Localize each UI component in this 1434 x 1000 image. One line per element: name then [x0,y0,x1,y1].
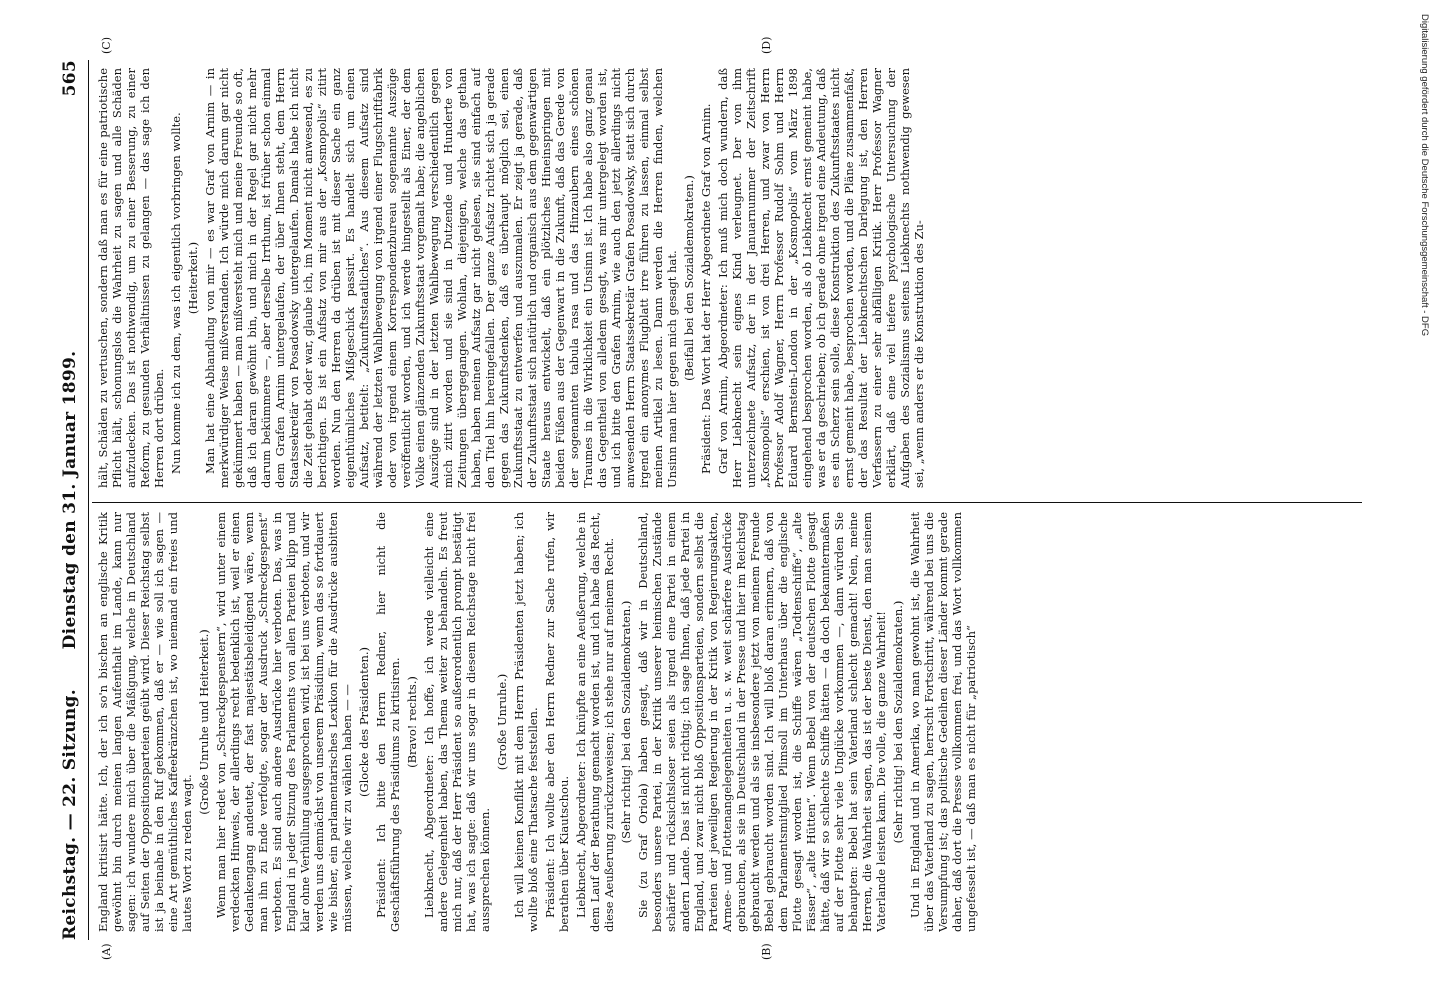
watermark-text: Digitalisierung gefördert durch die Deutsche Forschungsgemeinschaft - DFG [1419,14,1430,337]
stage-direction: (Bravo! rechts.) [405,676,419,768]
paragraph: hält, Schäden zu vertuschen, sondern daß man es für eine patriotische Pflicht hält, schonungslos die Wahrheit zu sagen und alle Schäden aufzudecken. Das ist nothwendig, um zu einer Besserung, zu einer Reform, zu gesunden Verhältnissen zu gelangen — das sage ich den Herren dort drüben. [96,68,166,488]
header-date: Dienstag den 31. Januar 1899. [60,350,80,650]
margin-marker-a: (A) [100,943,113,960]
paragraph: Liebknecht, Abgeordneter: Ich knüpfte an eine Aeußerung, welche in dem Lauf der Berathung gemacht worden ist, und ich habe das Recht, diese Aeußerung zurückzuweisen; ich stehe nur auf meinem Recht. [574,512,616,932]
right-column [96,68,1356,488]
page-number: 565 [60,60,80,97]
paragraph: England kritisirt hätte. Ich, der ich so'n bischen an englische Kritik gewöhnt bin durch meinen langen Aufenthalt im Lande, kann nur sagen: ich wundere mich über die Mäßigung, welche in Deutschland auf Seiten der Oppositionsparteien geübt wird. Dieser Reichstag selbst ist ja beinahe in den Ruf gekommen, daß er — wie soll ich sagen — eine Art gemüthliches Kaffeekränzchen ist, wo niemand ein freies und lautes Wort zu reden wagt. [96,512,194,932]
paragraph: Sie (zu Graf Oriola) haben gesagt, daß wir in Deutschland, besonders unsere Partei, in der Kritik unserer heimischen Zustände schärfer und rücksichtsloser seien als irgend eine Partei in einem andern Lande. Das ist nicht richtig; ich sage Ihnen, daß jede Partei in England, und zwar nicht bloß Oppositionsparteien, sondern selbst die Parteien der jeweiligen Regierung in der Kritik von Regierungsakten, Armee- und Flottenangelegenheiten u. s. w. weit schärfere Ausdrücke gebrauchen, als sie in Deutschland in der Presse und hier im Reichstag gebraucht werden und als sie insbesondere jetzt von meinem Freunde Bebel gebraucht worden sind. Ich will bloß daran erinnern, daß von dem Parlamentsmitglied Plimsoll im Unterhaus über die englische Flotte gesagt worden ist, die Schiffe wären „Todtenschiffe“, „alte Fässer“, „alte Hütten“. Wenn Bebel von der deutschen Flotte gesagt hätte, daß wir so schlechte Schiffe hätten — da doch bekanntermaßen auf der Flotte sehr viele Unglücke vorkommen —, dann würden Sie behaupten: Bebel hat sein Vaterland schlecht gemacht! Nein, meine Herren, die Wahrheit sagen, das ist der beste Dienst, den man seinem Vaterlande leisten kann. Die volle, die ganze Wahrheit! [636,512,888,932]
stage-direction: (Große Unruhe und Heiterkeit.) [197,629,211,815]
header-rule [88,60,89,940]
paragraph: Graf von Arnim, Abgeordneter: Ich muß mich doch wundern, daß Herr Liebknecht sein eignes Kind verleugnet. Der von ihm unterzeichnete Aufsatz, der in der Januarnummer der Zeitschrift „Kosmopolis“ erschien, ist von drei Herren, und zwar von Herrn Professor Adolf Wagner, Herrn Professor Rudolf Sohm und Herrn Eduard Bernstein-London in der „Kosmopolis“ vom März 1898 eingehend besprochen worden, als ob Liebknecht ernst gemeint habe, was er da geschrieben; ob ich gerade ohne irgend eine Andeutung, daß es ein Scherz sein solle, diese Konstruktion des Zukunftsstaates nicht ernst gemeint habe, besprochen worden, und die Pläne zusammenfaßt, der das Resultat der Liebknechtschen Darlegung ist, den Herren Verfassern zu einer sehr abfälligen Kritik. Herr Professor Wagner erklärt, daß eine viel tiefere psychologische Untersuchung der Aufgaben des Sozialismus seitens Liebknechts nothwendig gewesen sei, „wenn anders er die Konstruktion des Zu- [716,68,926,488]
margin-marker-c: (C) [100,37,113,54]
dfg-watermark [1414,14,1430,994]
paragraph: Und in England und in Amerika, wo man gewohnt ist, die Wahrheit über das Vaterland zu sagen, herrscht Fortschritt, während bei uns die Versumpfung ist; das politische Gedeihen dieser Länder kommt gerade daher, daß dort die Presse vollkommen frei, und das Wort vollkommen ungefesselt ist, — daß man es nicht für „patriotisch“ [908,512,978,932]
stage-direction: (Heiterkeit.) [186,241,200,315]
paragraph: Präsident: Ich bitte den Herrn Redner, hier nicht die Geschäftsführung des Präsidiums zu kritisiren. [374,512,402,932]
paragraph: Wenn man hier redet von „Schreckgespenstern“, wird unter einem verdeckten Hinweis, der allerdings recht bedenklich ist, weil er einen Gedankengang andeutet, der fast majestätsbeleidigend wäre, wenn man ihn zu Ende verfolgte, sogar der Ausdruck „Schreckgespenst“ verboten. Es sind auch andere Ausdrücke hier verboten. Das, was in England in jeder Sitzung des Parlaments von allen Parteien klipp und klar ohne Verhüllung ausgesprochen wird, ist bei uns verboten, und wir werden uns demnächst von unserem Präsidium, wenn das so fortdauert wie bisher, ein parlamentarisches Lexikon für die Ausdrücke ausbitten müssen, welche wir zu wählen haben — — [214,512,354,932]
left-column [96,512,1356,932]
column-divider [92,502,1362,503]
stage-direction: (Sehr richtig! bei den Sozialdemokraten.) [619,600,633,844]
paragraph: Präsident: Das Wort hat der Herr Abgeordnete Graf von Arnim. [699,103,713,474]
header-title: Reichstag. — 22. Sitzung. [60,689,80,940]
paragraph: Präsident: Ich wollte aber den Herrn Redner zur Sache rufen, wir berathen über Kiautschou. [543,512,571,932]
paragraph: Nun komme ich zu dem, was ich eigentlich vorbringen wollte. [169,112,183,474]
paragraph: Man hat eine Abhandlung von mir — es war Graf von Arnim — in merkwürdiger Weise mißverstanden. Ich würde mich darum gar nicht gekümmert haben — man mißversteht mich und meine Freunde so oft, daß ich daran gewöhnt bin, und mich in der Regel gar nicht mehr darum bekümmere —, aber derselbe Irrthum, ist früher schon einmal dem Grafen Arnim untergelaufen, der über Ihnen steht, dem Herrn Staatssekretär von Posadowsky untergelaufen. Damals habe ich nicht die Zeit gehabt oder war, glaube ich, im Moment nicht anwesend, es zu berichtigen. Es ist ein Aufsatz von mir aus der „Kosmopolis“ zitirt worden. Nun den Herren da drüben ist mit dieser Sache ein ganz eigenthümliches Mißgeschick passirt. Es handelt sich um einen Aufsatz, betitelt: „Zukunftsstaatliches“. Aus diesem Aufsatz sind während der letzten Wahlbewegung von irgend einer Flugschriftfabrik oder von irgend einem Korrespondenzbureau sogenannte Auszüge veröffentlicht worden, und ich werde hingestellt als Einer, der dem Volke einen glänzenden Zukunftsstaat vorgemalt habe; die angeblichen Auszüge sind in der letzten Wahlbewegung verschiedentlich gegen mich zitirt worden und sie sind in Dutzende und Hunderte von Zeitungen übergegangen. Wohlan, diejenigen, welche das gethan haben, haben meinen Aufsatz gar nicht gelesen, sie sind einfach auf den Titel hin hereingefallen. Der ganze Aufsatz richtet sich ja gerade gegen das Zukunftsdenken, daß es überhaupt möglich sei, einen Zukunftsstaat zu entwerfen und auszumalen. Er zeigt ja gerade, daß der Zukunftsstaat sich natürlich und organisch aus dem gegenwärtigen Staate heraus entwickelt, daß ein plötzliches Hineinspringen mit beiden Füßen aus der Gegenwart in die Zukunft, daß das Gerede von der sogenannten tabula rasa und das Hinzaubern eines schönen Traumes in die Wirklichkeit ein Unsinn ist. Ich habe also ganz genau das Gegentheil von alledem gesagt, was mir untergelegt worden ist, und ich bitte den Grafen Arnim, wie auch den jetzt allerdings nicht anwesenden Herrn Staatssekretär Grafen Posadowsky, statt sich durch irgend ein anonymes Flugblatt irre führen zu lassen, einmal selbst meinen Artikel zu lesen. Dann werden die Herren finden, welchen Unsinn man hier gegen mich gesagt hat. [203,68,679,488]
paragraph: Liebknecht, Abgeordneter: Ich hoffe, ich werde vielleicht eine andere Gelegenheit haben, das Thema weiter zu behandeln. Es freut mich nur, daß der Herr Präsident so außerordentlich prompt bestätigt hat, was ich sagte: daß wir uns sogar in diesem Reichstage nicht frei aussprechen können. [422,512,492,932]
margin-marker-b: (B) [760,943,773,960]
stage-direction: (Glocke des Präsidenten.) [357,646,371,798]
stage-direction: (Beifall bei den Sozialdemokraten.) [682,175,696,381]
stage-direction: (Sehr richtig! bei den Sozialdemokraten.) [891,600,905,844]
page-header [60,60,86,940]
stage-direction: (Große Unruhe.) [495,673,509,771]
paragraph: Ich will keinen Konflikt mit dem Herrn Präsidenten jetzt haben; ich wollte bloß eine Thatsache feststellen. [512,512,540,932]
margin-marker-d: (D) [760,36,773,54]
